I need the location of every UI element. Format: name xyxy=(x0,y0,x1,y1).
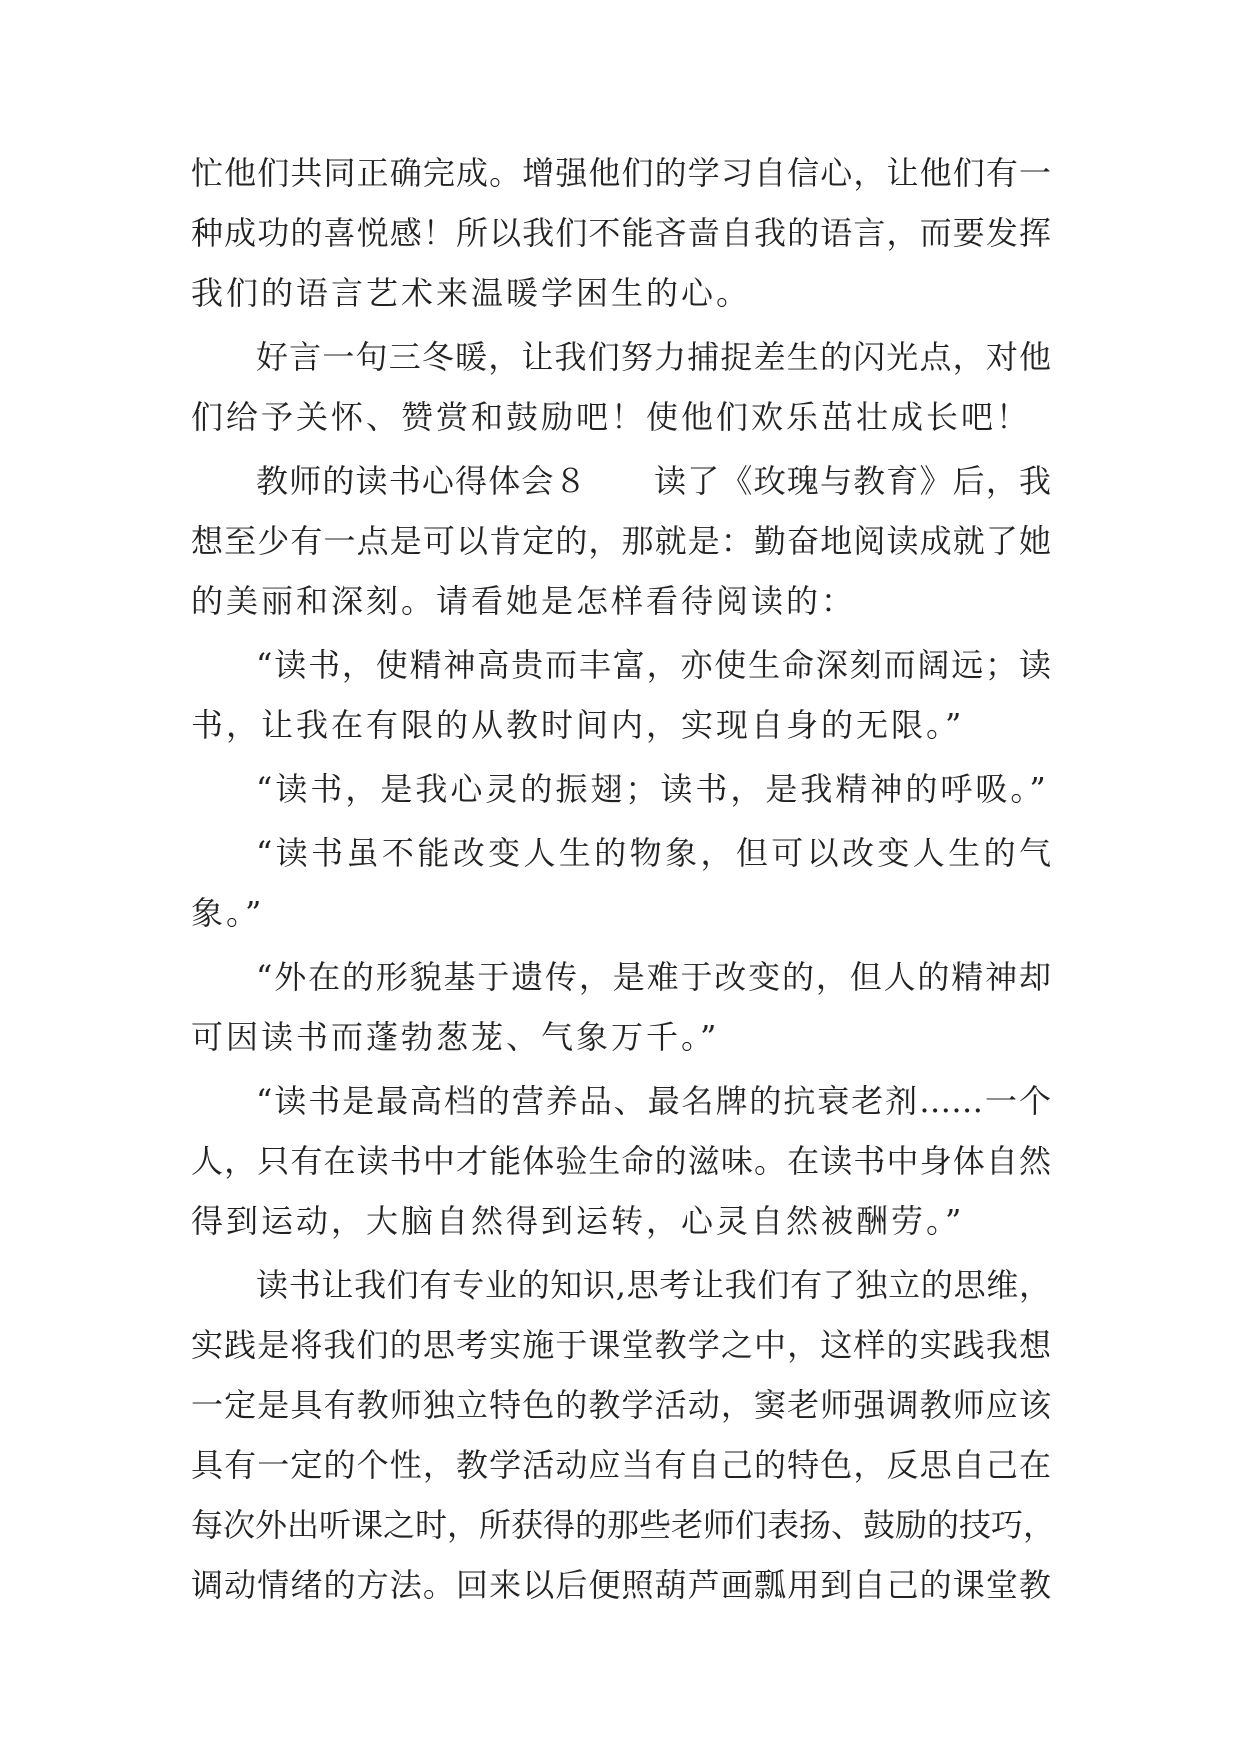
text-line: 一定是具有教师独立特色的教学活动，窦老师强调教师应该 xyxy=(191,1386,1051,1424)
text-line: 的美丽和深刻。请看她是怎样看待阅读的： xyxy=(191,582,857,620)
text-line: “读书，使精神高贵而丰富，亦使生命深刻而阔远；读 xyxy=(256,646,1051,684)
text-line: 具有一定的个性，教学活动应当有自己的特色，反思自己在 xyxy=(191,1446,1051,1484)
text-line: 教师的读书心得体会８ 读了《玫瑰与教育》后，我 xyxy=(256,462,1051,500)
text-line: 想至少有一点是可以肯定的，那就是：勤奋地阅读成就了她 xyxy=(191,522,1051,560)
text-line: “外在的形貌基于遗传，是难于改变的，但人的精神却 xyxy=(256,958,1051,996)
text-line: 种成功的喜悦感！所以我们不能吝啬自我的语言，而要发挥 xyxy=(191,214,1051,252)
text-line: 象。” xyxy=(191,894,265,932)
text-line: 人，只有在读书中才能体验生命的滋味。在读书中身体自然 xyxy=(191,1142,1051,1180)
text-line: 书，让我在有限的从教时间内，实现自身的无限。” xyxy=(191,706,965,744)
text-line: 我们的语言艺术来温暖学困生的心。 xyxy=(191,274,752,312)
text-line: “读书虽不能改变人生的物象，但可以改变人生的气 xyxy=(256,834,1051,872)
text-line: 实践是将我们的思考实施于课堂教学之中，这样的实践我想 xyxy=(191,1326,1051,1364)
text-line: 得到运动，大脑自然得到运转，心灵自然被酬劳。” xyxy=(191,1202,965,1240)
text-line: “读书是最高档的营养品、最名牌的抗衰老剂……一个 xyxy=(256,1082,1051,1120)
text-line: 忙他们共同正确完成。增强他们的学习自信心，让他们有一 xyxy=(191,154,1051,192)
text-line: 每次外出听课之时，所获得的那些老师们表扬、鼓励的技巧， xyxy=(191,1506,1056,1544)
text-line: 好言一句三冬暖，让我们努力捕捉差生的闪光点，对他 xyxy=(256,338,1051,376)
text-line: 读书让我们有专业的知识,思考让我们有了独立的思维， xyxy=(256,1266,1051,1304)
text-line: 调动情绪的方法。回来以后便照葫芦画瓢用到自己的课堂教 xyxy=(191,1566,1051,1604)
text-line: 们给予关怀、赞赏和鼓励吧！使他们欢乐茁壮成长吧！ xyxy=(191,398,1032,436)
text-line: 可因读书而蓬勃葱茏、气象万千。” xyxy=(191,1018,720,1056)
text-line: “读书，是我心灵的振翅；读书，是我精神的呼吸。” xyxy=(256,770,1049,808)
